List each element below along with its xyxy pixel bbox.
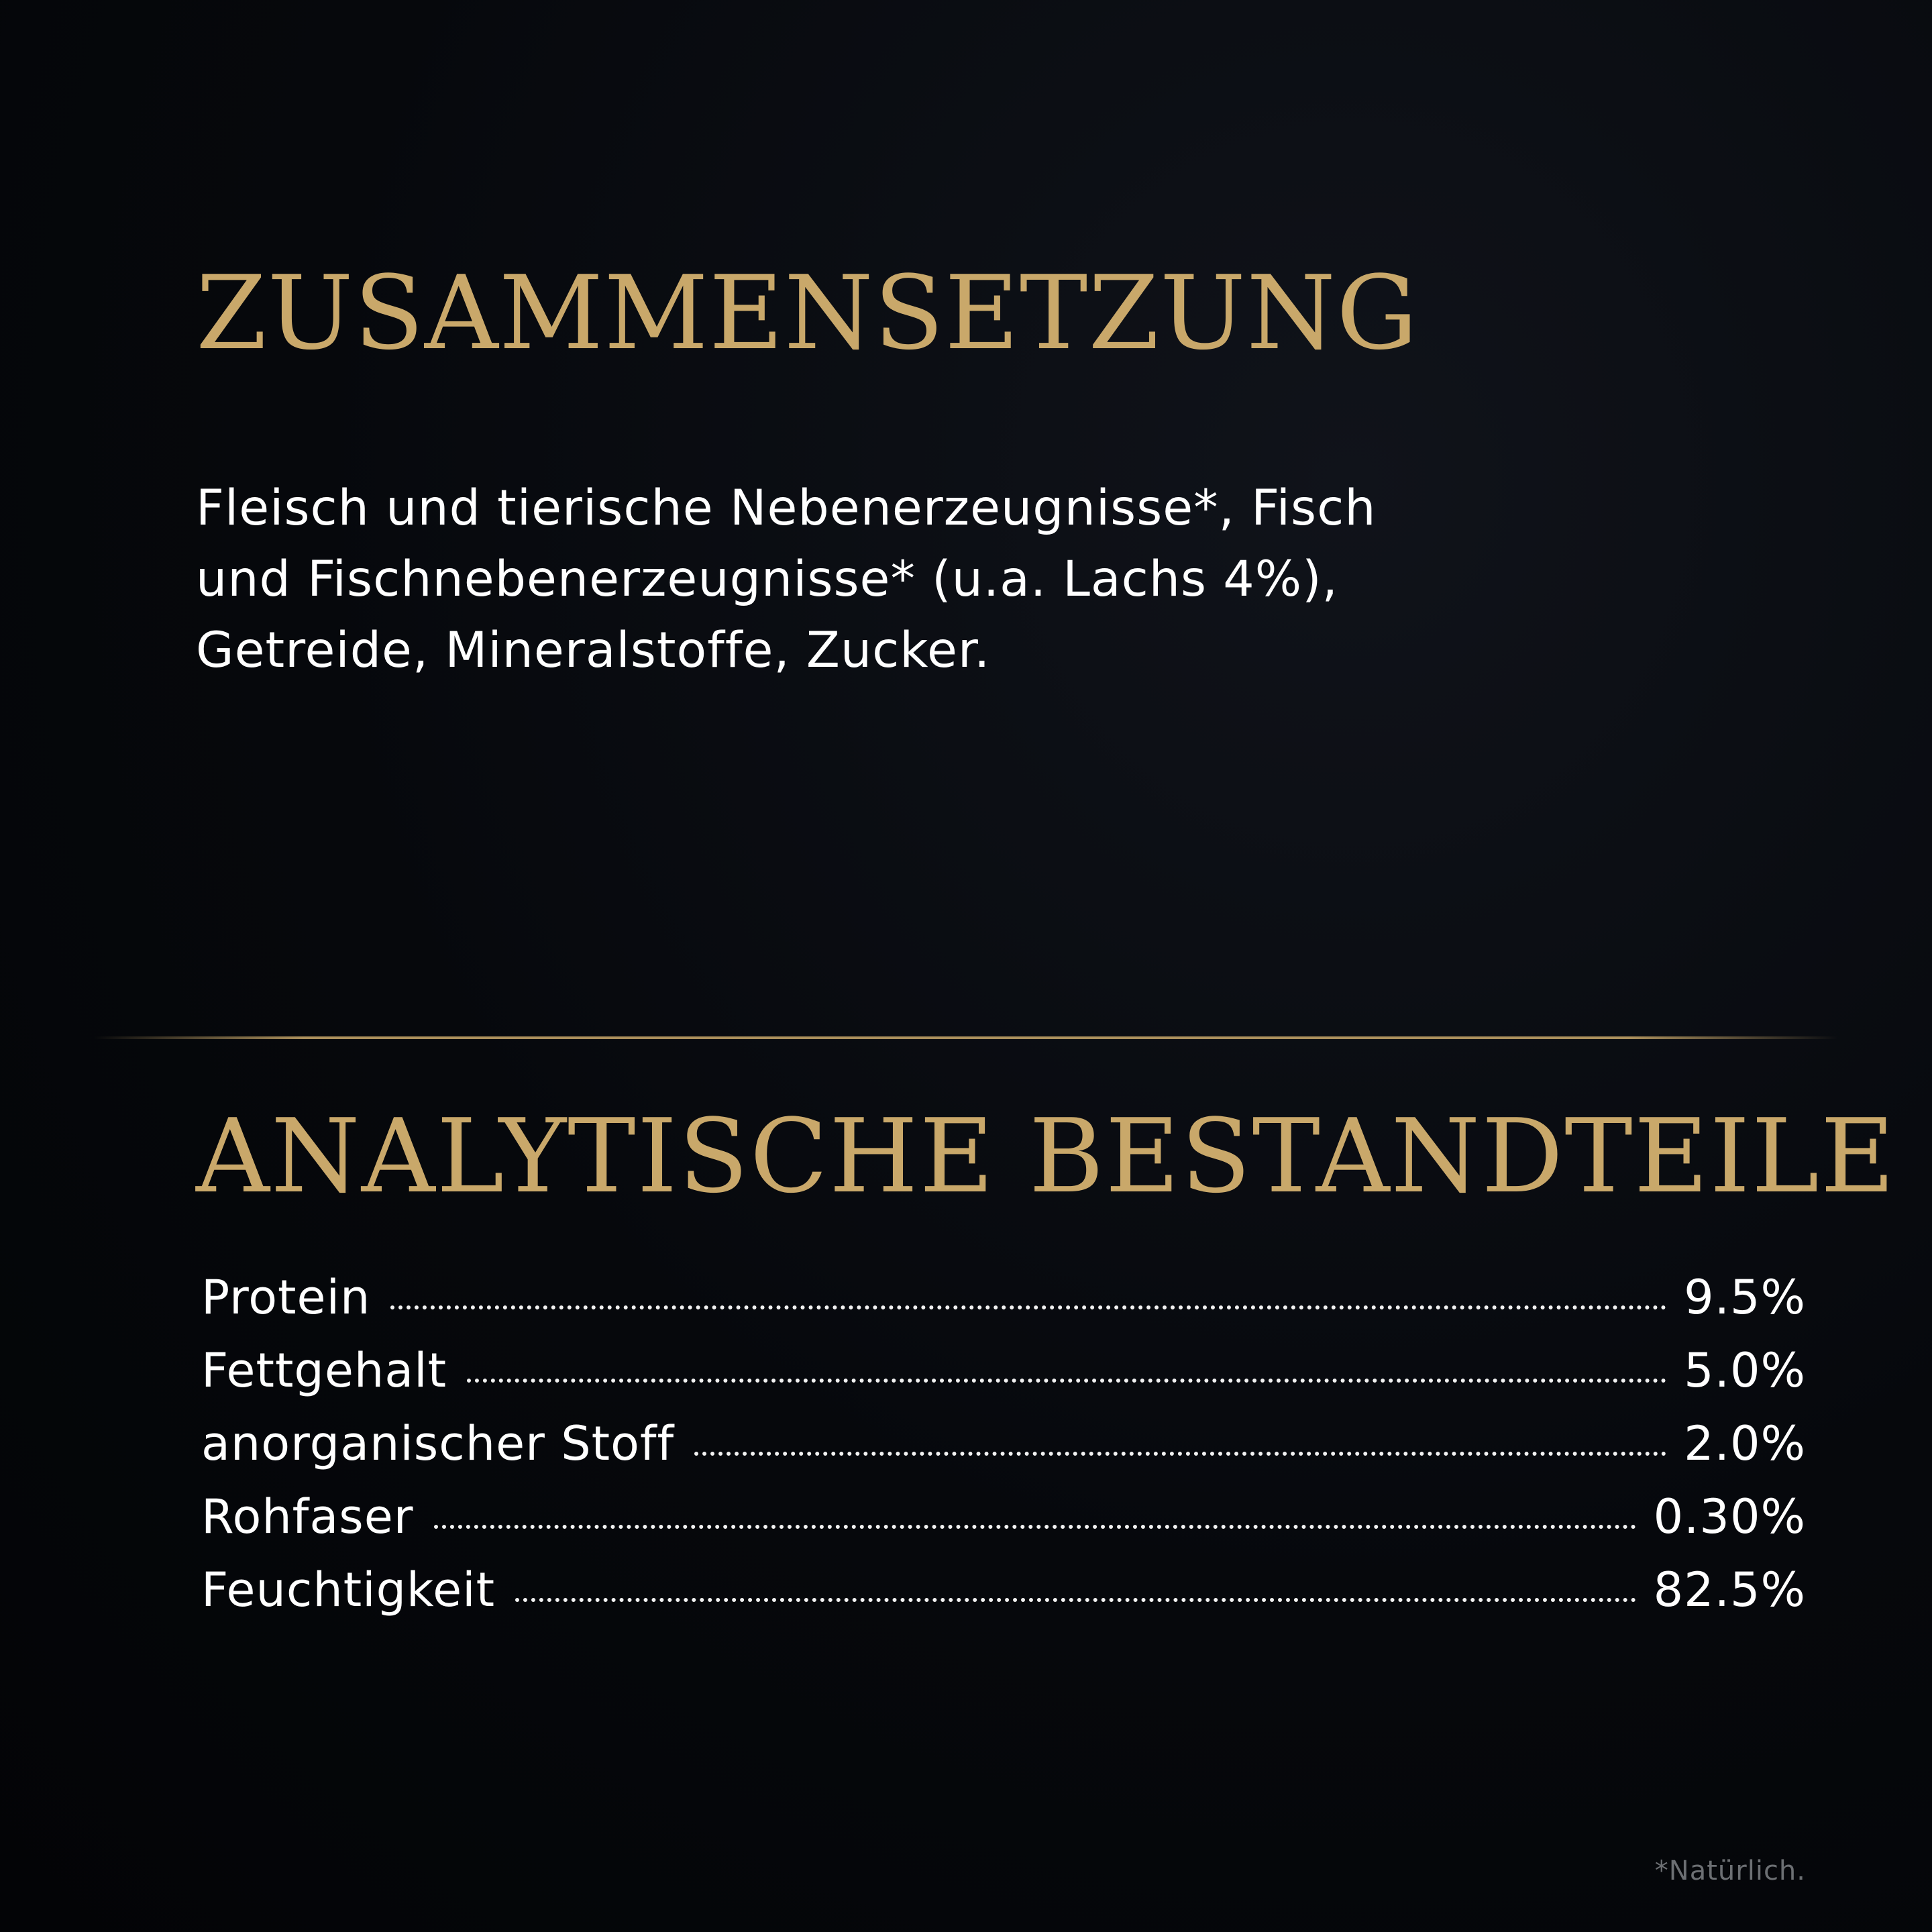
analysis-value: 82.5% (1653, 1562, 1806, 1617)
analysis-value: 9.5% (1684, 1270, 1806, 1325)
dot-leader (467, 1379, 1666, 1383)
analysis-label: anorganischer Stoff (201, 1416, 675, 1471)
analysis-row-feuchtigkeit (201, 1562, 1806, 1635)
dot-leader (434, 1525, 1636, 1529)
composition-ingredients-text (196, 473, 1605, 686)
analysis-row-protein (201, 1270, 1806, 1343)
dot-leader (390, 1305, 1666, 1309)
analysis-value: 5.0% (1684, 1343, 1806, 1398)
analysis-label: Protein (201, 1270, 371, 1325)
analysis-heading: ANALYTISCHE BESTANDTEILE (196, 1097, 1896, 1216)
analysis-label: Feuchtigkeit (201, 1562, 496, 1617)
analysis-value: 2.0% (1684, 1416, 1806, 1471)
analysis-label: Fettgehalt (201, 1343, 447, 1398)
dot-leader (515, 1598, 1636, 1602)
analysis-value: 0.30% (1653, 1489, 1806, 1544)
analysis-label: Rohfaser (201, 1489, 414, 1544)
analysis-table (201, 1270, 1806, 1635)
section-divider (94, 1036, 1838, 1039)
analysis-row-fettgehalt (201, 1343, 1806, 1416)
composition-line: Fleisch und tierische Nebenerzeugnisse*, Fisch (196, 480, 1377, 537)
analysis-row-rohfaser (201, 1489, 1806, 1562)
composition-line: und Fischnebenerzeugnisse* (u.a. Lachs 4%), (196, 551, 1338, 608)
analysis-row-anorganischer-stoff (201, 1416, 1806, 1489)
footnote: *Natürlich. (1654, 1856, 1806, 1886)
composition-line: Getreide, Mineralstoffe, Zucker. (196, 622, 991, 679)
composition-heading: ZUSAMMENSETZUNG (196, 254, 1419, 372)
dot-leader (694, 1452, 1666, 1456)
